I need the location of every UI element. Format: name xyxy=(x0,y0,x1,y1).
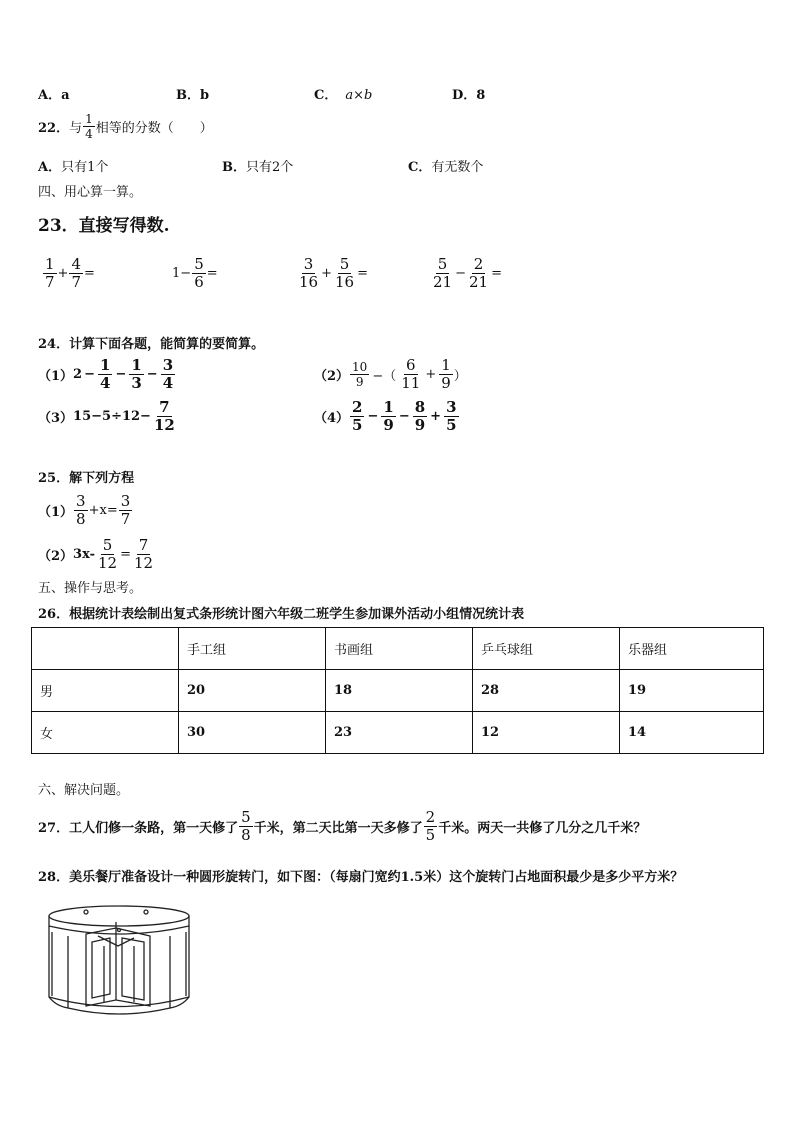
q22-question: 22． 与 $\frac{1}{4}$ 相等的分数（ ） xyxy=(38,112,213,141)
q28-question: 28．美乐餐厅准备设计一种圆形旋转门，如下图：（每扇门宽约1.5米）这个旋转门占地面积最少是多少平方米？ xyxy=(38,870,684,885)
q24-part-4: （4） $\frac{2}{5}$ − $\frac{1}{9}$ − $\frac{8}{9}$ + $\frac{3}{5}$ xyxy=(314,398,457,434)
table-row-label: 女 xyxy=(32,712,179,754)
q27-question: 27．工人们修一条路，第一天修了 $\frac{5}{8}$ 千米，第二天比第一天多修了 $\frac{2}{5}$ 千米。两天一共修了几分之几千米？ xyxy=(38,808,647,844)
revolving-door-illustration xyxy=(46,902,192,1020)
q22-option-b: B．只有2个 xyxy=(222,160,294,175)
section-5-heading: 五、操作与思考。 xyxy=(38,581,143,596)
table-header-cell: 乒乓球组 xyxy=(473,628,620,670)
table-cell: 30 xyxy=(179,712,326,754)
q23-item-1: $\frac{1}{7}$ + $\frac{4}{7}$ = xyxy=(45,255,95,291)
fraction: $\frac{1}{4}$ xyxy=(85,112,93,141)
q22-option-c: C．有无数个 xyxy=(408,160,484,175)
table-cell: 12 xyxy=(473,712,620,754)
q21-option-a: A．a xyxy=(38,88,70,103)
q21-option-d: D．8 xyxy=(452,88,486,103)
table-header-row xyxy=(32,628,764,670)
q23-title: 23．直接写得数. xyxy=(38,216,170,236)
table-header-cell: 书画组 xyxy=(326,628,473,670)
table-cell: 18 xyxy=(326,670,473,712)
q22-option-a: A．只有1个 xyxy=(38,160,109,175)
table-row xyxy=(32,712,764,754)
q26-title: 26．根据统计表绘制出复式条形统计图六年级二班学生参加课外活动小组情况统计表 xyxy=(38,607,525,622)
table-header-cell: 乐器组 xyxy=(620,628,764,670)
q25-equation-2: （2） 3x- $\frac{5}{12}$ = $\frac{7}{12}$ xyxy=(38,536,154,572)
activity-stats-table xyxy=(31,627,764,754)
section-6-heading: 六、解决问题。 xyxy=(38,783,130,798)
table-cell: 28 xyxy=(473,670,620,712)
table-cell: 19 xyxy=(620,670,764,712)
q21-option-c: C． a×b xyxy=(314,88,373,103)
q23-item-4: $\frac{5}{21}$ − $\frac{2}{21}$ = xyxy=(433,255,502,291)
q23-item-2: 1 − $\frac{5}{6}$ = xyxy=(172,255,218,291)
q24-part-1: （1） 2 − $\frac{1}{4}$ − $\frac{1}{3}$ − $\frac{3}{4}$ xyxy=(38,356,174,392)
q25-equation-1: （1） $\frac{3}{8}$ +x= $\frac{3}{7}$ xyxy=(38,492,131,528)
q23-item-3: $\frac{3}{16}$ + $\frac{5}{16}$ = xyxy=(299,255,368,291)
table-header-cell: 手工组 xyxy=(179,628,326,670)
table-cell: 20 xyxy=(179,670,326,712)
q21-option-b: B．b xyxy=(176,88,210,103)
section-4-heading: 四、用心算一算。 xyxy=(38,185,143,200)
q25-title: 25．解下列方程 xyxy=(38,471,135,486)
table-row xyxy=(32,670,764,712)
q24-title: 24．计算下面各题，能简算的要简算。 xyxy=(38,337,265,352)
q24-part-3: （3） 15−5÷12− $\frac{7}{12}$ xyxy=(38,398,175,434)
q24-part-2: （2） $\frac{10}{9}$ −（ $\frac{6}{11}$ + $\frac{1}{9}$ ） xyxy=(314,356,467,392)
table-row-label: 男 xyxy=(32,670,179,712)
table-cell: 14 xyxy=(620,712,764,754)
table-cell: 23 xyxy=(326,712,473,754)
table-cell xyxy=(32,628,179,670)
